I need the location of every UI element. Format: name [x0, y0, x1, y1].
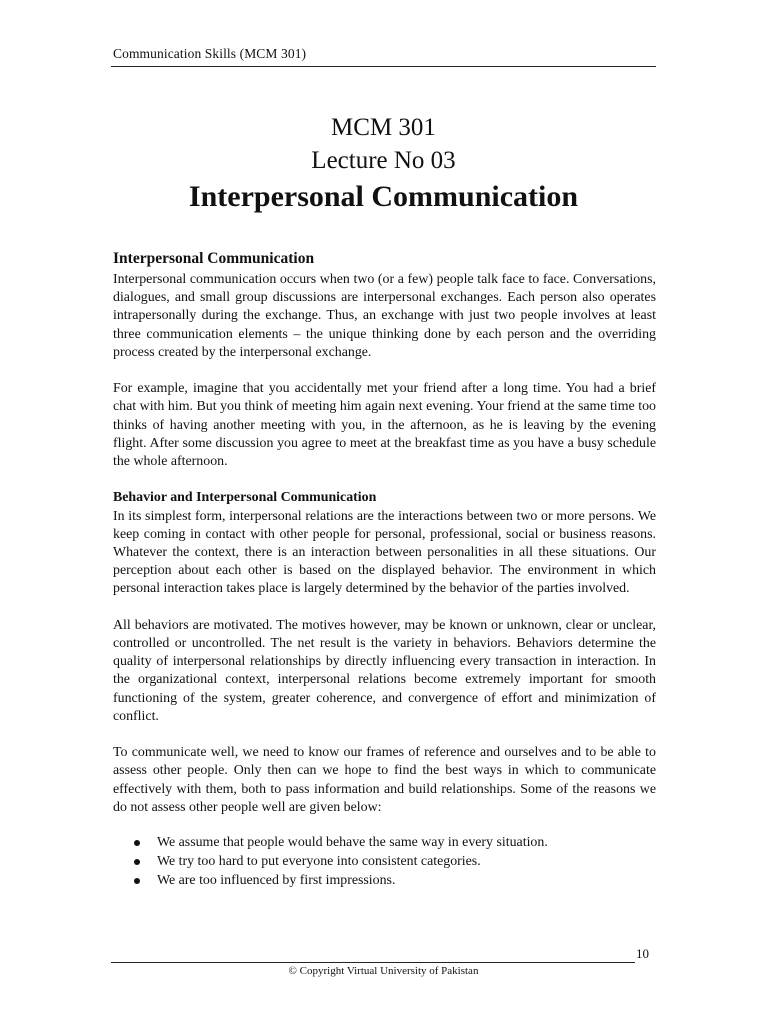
paragraph-assessment: To communicate well, we need to know our frames of reference and ourselves and to be able to assess other people. Only then can we hope to find the best ways in which to communicate effectively with them, both to pass information and build relationships. Some of the reasons we do not assess other people well are given below:	[113, 745, 656, 815]
lecture-number: Lecture No 03	[311, 147, 456, 174]
paragraph-motivation: All behaviors are motivated. The motives however, may be known or unknown, clear or unclear, controlled or uncontrolled. The net result is the variety in behaviors. Behaviors determine the quality of interpersonal relationships by directly influencing every transaction in interaction. In the organizational context, interpersonal relations become extremely important for smooth functioning of the system, greater coherence, and convergence of effort and minimization of conflict.	[113, 617, 656, 724]
section-heading: Interpersonal Communication	[113, 250, 315, 267]
copyright-notice: © Copyright Virtual University of Pakistan	[288, 965, 479, 977]
body-content	[113, 249, 656, 890]
course-code: MCM 301	[331, 114, 436, 141]
lecture-title: Interpersonal Communication	[188, 180, 579, 213]
paragraph-relations: In its simplest form, interpersonal relations are the interactions between two or more persons. We keep coming in contact with other people for personal, professional, social or business reasons. Whatever the context, there is an interaction between personalities in all these situations. Our perception about each other is based on the displayed behavior. The environment in which personal interaction takes place is largely determined by the behavior of the parties involved.	[113, 508, 656, 597]
bullet-icon	[134, 878, 140, 884]
page-number: 10	[636, 946, 649, 961]
list-item	[134, 852, 656, 871]
list-item	[134, 871, 656, 890]
running-header: Communication Skills (MCM 301)	[113, 46, 307, 61]
sub-heading-behavior: Behavior and Interpersonal Communication	[113, 490, 377, 506]
footer-rule	[111, 962, 635, 963]
bullet-icon	[134, 840, 140, 846]
paragraph-example: For example, imagine that you accidentally met your friend after a long time. You had a brief chat with him. But you think of meeting him again next evening. Your friend at the same time too thinks of having another meeting with you, in the afternoon, as he is leaving by the evening flight. After some discussion you agree to meet at the breakfast time as you have a busy schedule the whole afternoon.	[113, 381, 656, 470]
bullet-text: We try too hard to put everyone into consistent categories.	[157, 854, 481, 870]
bullet-list	[113, 833, 656, 890]
header-rule	[111, 66, 656, 67]
paragraph-definition: Interpersonal communication occurs when two (or a few) people talk face to face. Conversations, dialogues, and small group discussions are interpersonal exchanges. Each person also operates intrapersonally during the exchange. Thus, an exchange with just two people involves at least three communication elements – the unique thinking done by each person and the overriding process created by the interpersonal exchange.	[113, 272, 656, 360]
bullet-text: We assume that people would behave the same way in every situation.	[157, 835, 548, 851]
bullet-icon	[134, 859, 140, 865]
list-item	[134, 833, 656, 852]
bullet-text: We are too influenced by first impressions.	[157, 873, 396, 889]
